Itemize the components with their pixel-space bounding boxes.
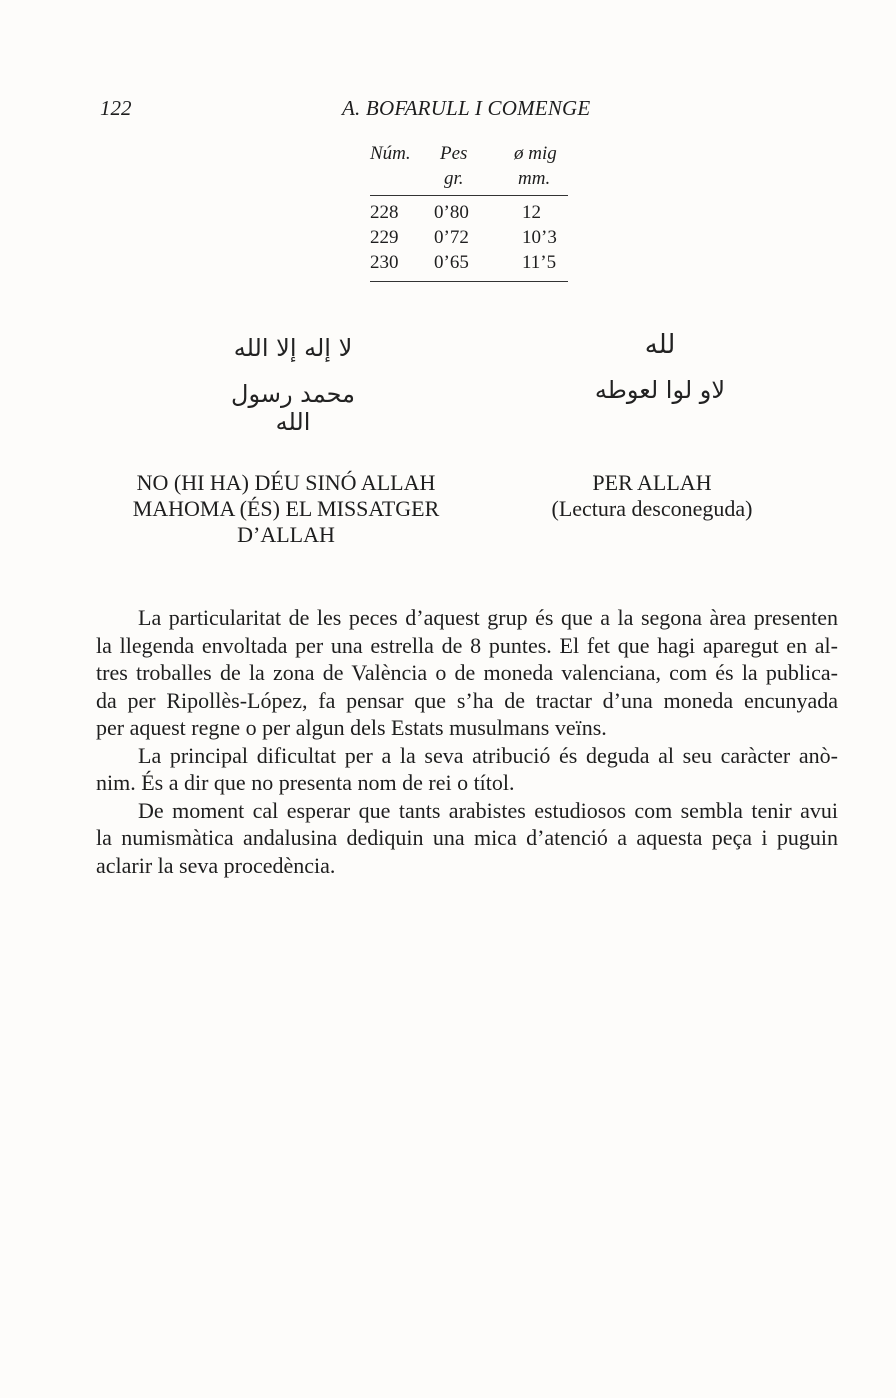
text-line: nim. És a dir que no presenta nom de rei o títol. (96, 770, 515, 795)
text-line: La particularitat de les peces d’aquest grup és que a la segona àrea presenten (138, 605, 838, 630)
reverse-translation-line: PER ALLAH (592, 470, 712, 495)
text-line: tres troballes de la zona de València o de moneda valenciana, com és la publica- (96, 660, 838, 685)
text-line: De moment cal esperar que tants arabistes estudiosos com sembla tenir avui (138, 797, 838, 823)
table-cell: 10’3 (522, 226, 557, 248)
table-cell: 11’5 (522, 251, 557, 273)
table-row (370, 225, 568, 250)
obverse-translation-line: MAHOMA (ÉS) EL MISSATGER (132, 496, 440, 521)
table-bottom-rule (370, 281, 568, 282)
table-body (370, 196, 568, 281)
obverse-arabic-line-2: محمد رسول الله (231, 380, 355, 436)
table-cell: 228 (370, 201, 399, 223)
table-cell: 0’80 (434, 201, 469, 223)
text-line: per aquest regne o per algun dels Estats musulmans veïns. (96, 715, 607, 740)
reverse-arabic-line-2: لاو لوا لعوطه (594, 376, 726, 404)
paragraph (96, 604, 838, 742)
coin-table (370, 143, 568, 282)
table-header-weight: Pes (440, 143, 468, 164)
table-row (370, 200, 568, 225)
paragraph (96, 742, 838, 797)
reverse-arabic-line-1: لله (644, 330, 676, 360)
obverse-translation-line: NO (HI HA) DÉU SINÓ ALLAH (136, 470, 436, 495)
table-header-diameter: ø mig (514, 143, 557, 164)
reverse-translation (522, 470, 782, 522)
text-line: la llegenda envoltada per una estrella de 8 puntes. El fet que hagi aparegut en al- (96, 632, 838, 658)
text-line: da per Ripollès-López, fa pensar que s’ha de tractar d’una moneda encunyada (96, 687, 838, 713)
table-cell: 230 (370, 251, 399, 273)
table-cell: 0’65 (434, 251, 469, 273)
obverse-translation (100, 470, 472, 548)
text-line: la numismàtica andalusina dediquin una mica d’atenció a aquesta peça i puguin (96, 825, 838, 850)
running-title: A. BOFARULL I COMENGE (342, 96, 591, 120)
reverse-translation-line: (Lectura desconeguda) (551, 496, 753, 521)
table-row (370, 250, 568, 275)
table-cell: 229 (370, 226, 399, 248)
table-header-units-row (370, 168, 568, 195)
body-text (96, 604, 838, 879)
table-header-diameter-unit: mm. (518, 168, 551, 189)
table-header-num: Núm. (370, 143, 411, 164)
table-header-row (370, 143, 568, 168)
page-number: 122 (100, 96, 132, 120)
text-line: aclarir la seva procedència. (96, 852, 336, 878)
obverse-arabic-line-1: لا إله إلا الله (233, 334, 353, 362)
obverse-translation-line: D’ALLAH (237, 522, 335, 547)
text-line: La principal dificultat per a la seva atribució és deguda al seu caràcter anò- (138, 742, 838, 768)
table-header-weight-unit: gr. (444, 168, 464, 189)
paragraph (96, 797, 838, 880)
table-cell: 0’72 (434, 226, 469, 248)
table-cell: 12 (522, 201, 541, 223)
